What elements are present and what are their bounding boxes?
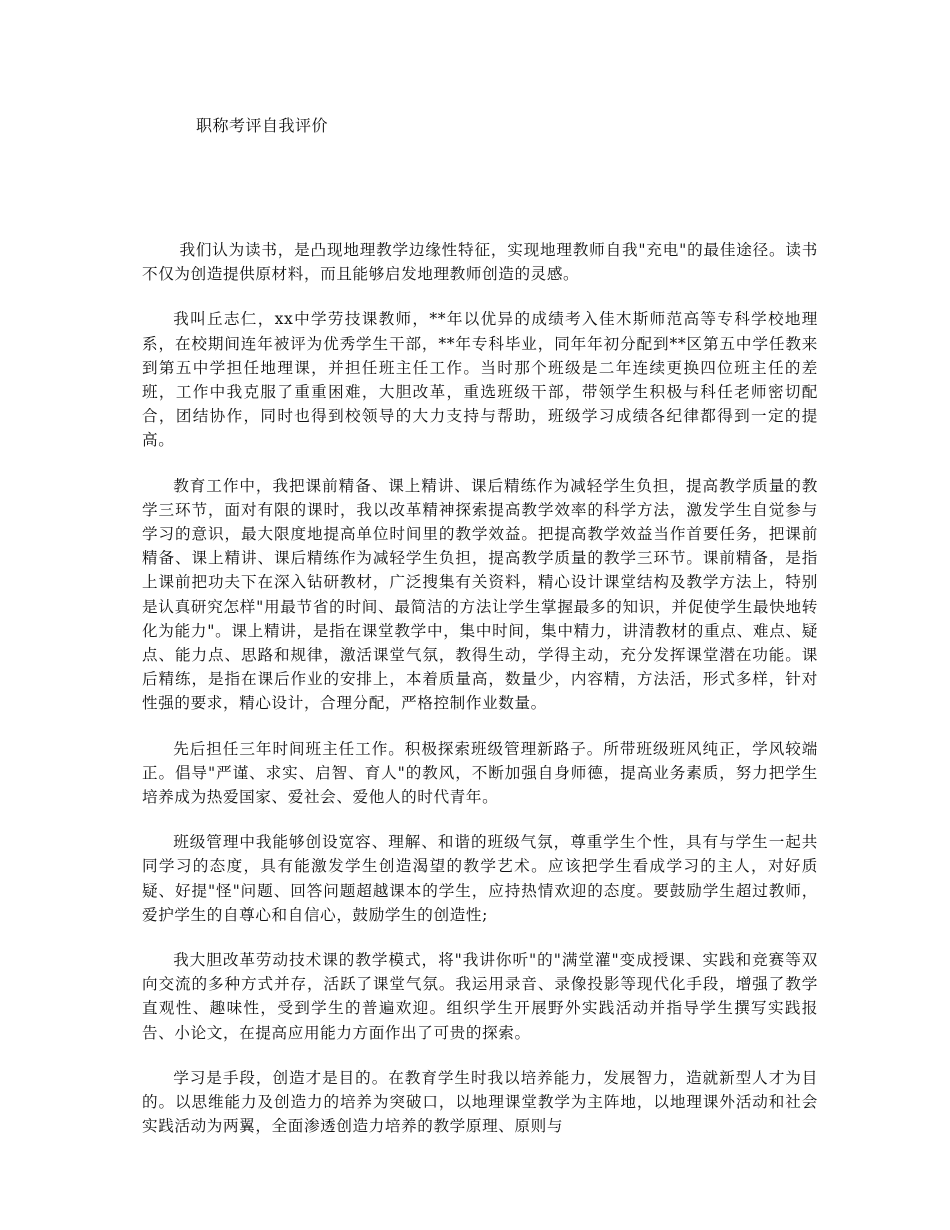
paragraph-teaching-method: 教育工作中，我把课前精备、课上精讲、课后精练作为减轻学生负担，提高教学质量的教学三环节，面对有限的课时，我以改革精神探索提高教学效率的科学方法，激发学生自觉参与学习的意识，最大限度地提高单位时间里的教学效益。把提高教学效益当作首要任务，把课前精备、课上精讲、课后精练作为减轻学生负担，提高教学质量的教学三环节。课前精备，是指上课前把功夫下在深入钻研教材，广泛搜集有关资料，精心设计课堂结构及教学方法上，特别是认真研究怎样"用最节省的时间、最简洁的方法让学生掌握最多的知识，并促使学生最快地转化为能力"。课上精讲，是指在课堂教学中，集中时间，集中精力，讲清教材的重点、难点、疑点、能力点、思路和规律，激活课堂气氛，教得生动，学得主动，充分发挥课堂潜在功能。课后精练，是指在课后作业的安排上，本着质量高，数量少，内容精，方法活，形式多样，针对性强的要求，精心设计，合理分配，严格控制作业数量。	[142, 476, 818, 713]
document-title: 职称考评自我评价	[196, 116, 329, 135]
document-body	[142, 238, 818, 1160]
paragraph-class-management: 班级管理中我能够创设宽容、理解、和谐的班级气氛，尊重学生个性，具有与学生一起共同学习的态度，具有能激发学生创造渴望的教学艺术。应该把学生看成学习的主人，对好质疑、好提"怪"问题、回答问题超越课本的学生，应持热情欢迎的态度。要鼓励学生超过教师，爱护学生的自尊心和自信心，鼓励学生的创造性;	[142, 833, 818, 924]
paragraph-teaching-reform: 我大胆改革劳动技术课的教学模式，将"我讲你听"的"满堂灌"变成授课、实践和竞赛等双向交流的多种方式并存，活跃了课堂气氛。我运用录音、录像投影等现代化手段，增强了教学直观性、趣味性，受到学生的普遍欢迎。组织学生开展野外实践活动并指导学生撰写实践报告、小论文，在提高应用能力方面作出了可贵的探索。	[142, 951, 818, 1042]
paragraph-introduction: 我叫丘志仁，xx中学劳技课教师，**年以优异的成绩考入佳木斯师范高等专科学校地理系，在校期间连年被评为优秀学生干部，**年专科毕业，同年年初分配到**区第五中学任教来到第五中学担任地理课，并担任班主任工作。当时那个班级是二年连续更换四位班主任的差班，工作中我克服了重重困难，大胆改革，重选班级干部，带领学生积极与科任老师密切配合，团结协作，同时也得到校领导的大力支持与帮助，班级学习成绩各纪律都得到一定的提高。	[142, 310, 818, 450]
paragraph-reading: 我们认为读书，是凸现地理教学边缘性特征，实现地理教师自我"充电"的最佳途径。读书不仅为创造提供原材料，而且能够启发地理教师创造的灵感。	[142, 241, 818, 284]
paragraph-class-teacher: 先后担任三年时间班主任工作。积极探索班级管理新路子。所带班级班风纯正，学风较端正。倡导"严谨、求实、启智、育人"的教风，不断加强自身师德，提高业务素质，努力把学生培养成为热爱国家、爱社会、爱他人的时代青年。	[142, 739, 818, 807]
paragraph-creativity: 学习是手段，创造才是目的。在教育学生时我以培养能力，发展智力，造就新型人才为目的。以思维能力及创造力的培养为突破口，以地理课堂教学为主阵地，以地理课外活动和社会实践活动为两翼，全面渗透创造力培养的教学原理、原则与	[142, 1068, 818, 1136]
